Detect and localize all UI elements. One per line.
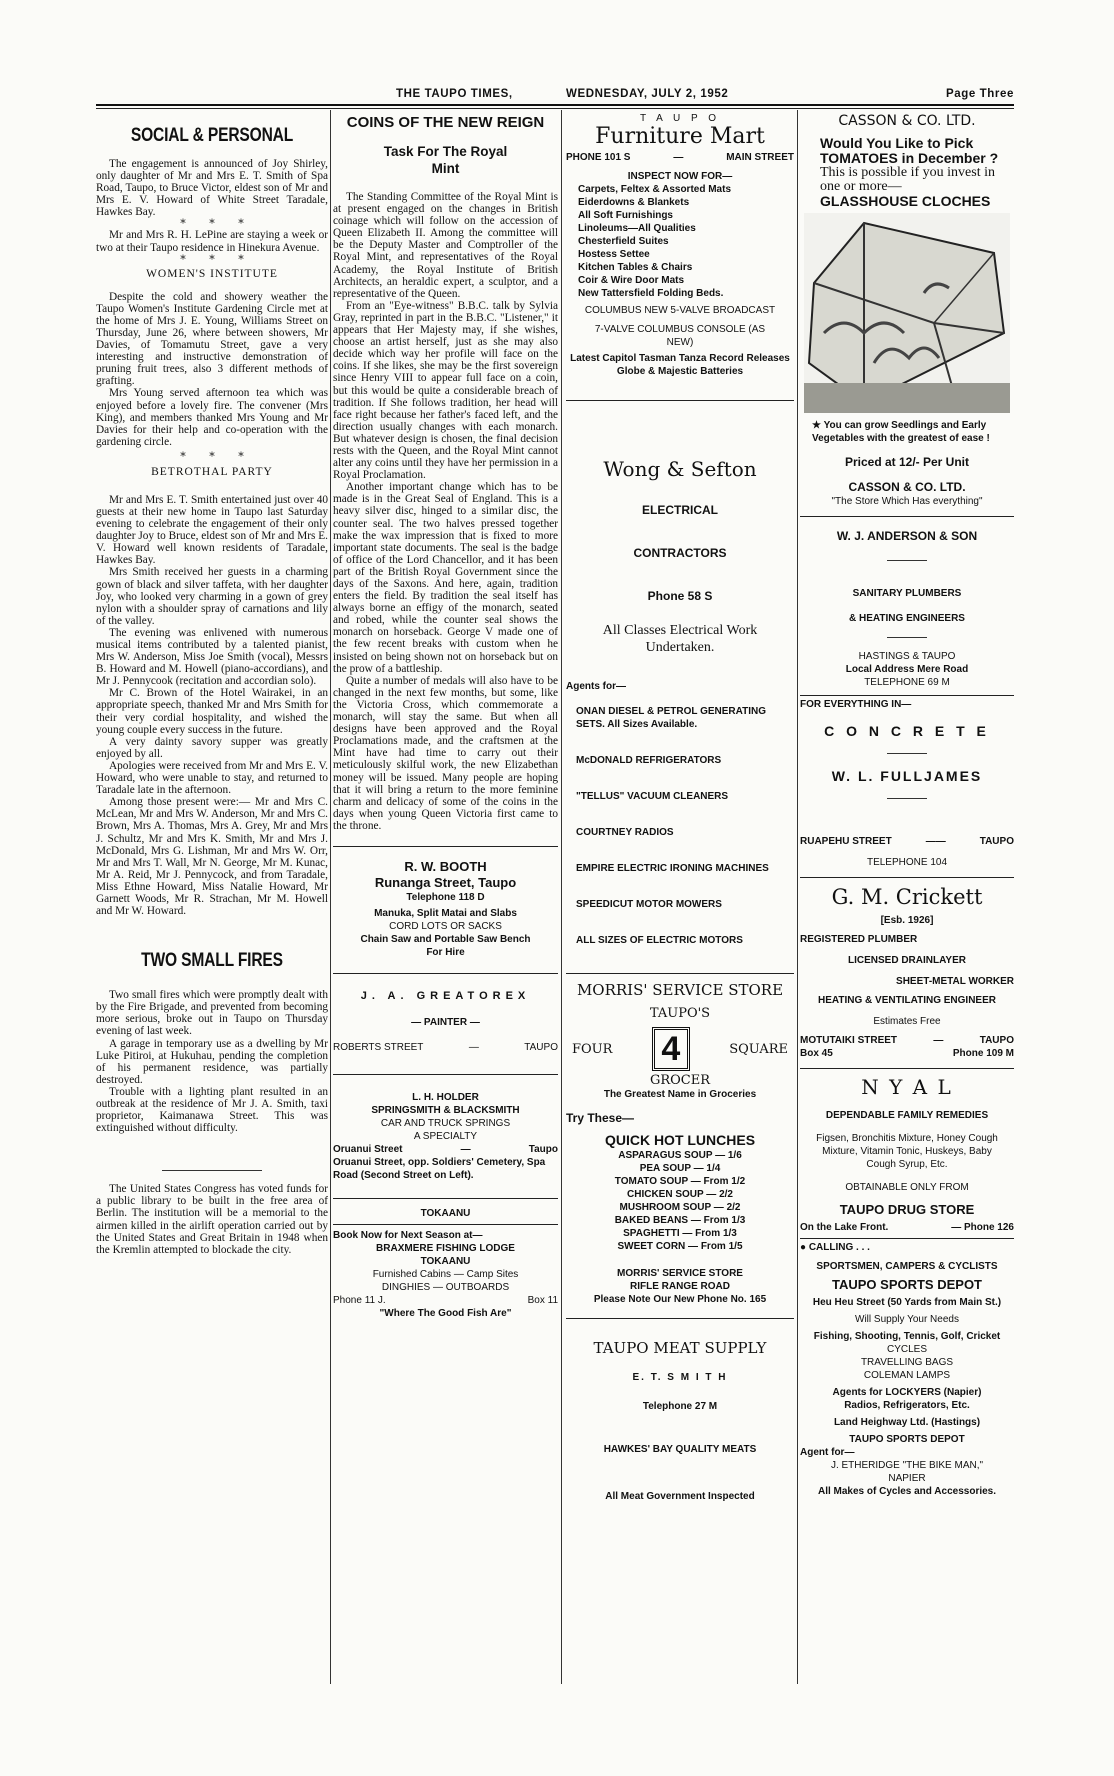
meat-supply-ad: TAUPO MEAT SUPPLY E. T. S M I T H Telephone 27 M HAWKES' BAY QUALITY MEATS All Meat Government Inspected [593,1339,767,1502]
furniture-item: Kitchen Tables & Chairs [578,262,693,273]
coins-title: COINS OF THE NEW REIGN [346,114,545,131]
furniture-item: All Soft Furnishings [578,210,673,221]
page-header [96,88,1014,104]
anderson-ad: W. J. ANDERSON & SON SANITARY PLUMBERS & HEATING ENGINEERS HASTINGS & TAUPO Local Address Mere Road TELEPHONE 69 M [836,529,978,688]
article-paragraph: Trouble with a lighting plant resulted in an outbreak at the residence of Mr J. A. Smith, taxi proprietor, Kaimanawa Street. This was extinguished without difficulty. [96,1085,328,1135]
soup-item [566,1162,794,1175]
sports-depot-ad: ● CALLING . . . SPORTSMEN, CAMPERS & CYCLISTS TAUPO SPORTS DEPOT Heu Heu Street (50 Yards from Main St.) Will Supply Your Needs Fishing, Shooting, Tennis, Golf, Cricket CYCLES TRAVELLING BAGS COLEMAN LAMPS Agents for LOCKYERS (Napier) Radios, Refrigerators, Etc. Land Heighway Ltd. (Hastings) TAUPO SPORTS DEPOT Agent for— J. ETHERIDGE "THE BIKE MAN," NAPIER All Makes of Cycles and Accessories. [800,1241,1014,1498]
article-paragraph: The United States Congress has voted funds for a public library to be built in the free area of Berlin. The institution will be a memorial to the airmen killed in the airlift operation carried out by the United States and Great Britain in 1948 when the Kremlin attempted to blockade the city. [96,1183,328,1256]
furniture-item: Coir & Wire Door Mats [578,275,685,286]
article-paragraph: From an "Eye-witness" B.B.C. talk by Sylvia Gray, reprinted in part in the B.B.C. "Listener," it appears that Her Majesty may, if she wishes, choose an artist herself, just as she may also decide which way her profile will face on the coins. If she likes, she may be the first sovereign since Henry VIII to appear full face on a coin, but this would be quite a considerable breach of tradition. If She follows tradition, her head will face right because her father's faced left, and the direction usually changes with each monarch. But whatever design is chosen, the final decision rests with the Queen, and the Royal Mint cannot alter any coins until they have her permission in a Royal Proclamation. [333,299,558,482]
page-number: Page Three [946,88,1014,100]
column-social [96,112,328,1687]
soup-name: TOMATO SOUP [614,1176,688,1187]
soup-item [566,1240,794,1253]
soup-price: — 1/6 [715,1150,742,1161]
nyal-ad: N Y A L DEPENDABLE FAMILY REMEDIES Figsen, Bronchitis Mixture, Honey Cough Mixture, Vitamin Tonic, Huskeys, Baby Cough Syrup, Etc. OBTAINABLE ONLY FROM TAUPO DRUG STORE On the Lake Front. — Phone 126 [800,1075,1014,1233]
soup-price: — From 1/3 [690,1215,746,1226]
article-paragraph: The evening was enlivened with numerous musical items contributed by a talented pianist, Mrs W. Anderson, Miss Joe Smith (vocal), Messrs B. Howard and M. Howell (piano-accordians), and Mr J. Pennycook (recitation and accordian solo). [96,626,328,688]
column-divider [330,110,331,1684]
article-paragraph: A very dainty savory supper was greatly enjoyed by all. [96,735,328,760]
soup-item [566,1149,794,1162]
agency-item: ONAN DIESEL & PETROL GENERATING SETS. All Sizes Available. [576,706,767,730]
booth-line: Chain Saw and Portable Saw Bench [360,933,531,945]
soup-price: — 2/2 [713,1202,741,1213]
booth-telephone: Telephone 118 D [406,891,485,903]
soup-price: — From 1/3 [682,1228,737,1239]
furniture-item: Eiderdowns & Blankets [578,197,690,208]
booth-line: CORD LOTS OR SACKS [389,920,502,932]
soup-price: — 1/4 [693,1163,721,1174]
furniture-item: Linoleums—All Qualities [578,223,696,234]
soup-item [566,1188,794,1201]
agency-item: COURTNEY RADIOS [576,827,674,838]
casson-price: Priced at 12/- Per Unit [844,455,970,469]
article-paragraph: Quite a number of medals will also have to be changed in the next few months, but some, like the Victoria Cross, which commemorate a monarch, will stay the same. But when all designs have been approved and the Royal Proclamations made, and the craftsmen at the Mint have had time to carry out their meticulously skilful work, the new Elizabethan money will be issued. Many people are hoping that it will bring a return to the more feminine charm and delicacy of some of the coins in the days when young Queen Victoria first came to the throne. [333,674,558,832]
article-paragraph: The engagement is announced of Joy Shirley, only daughter of Mr and Mrs E. T. Smith of Spa Road, Taupo, to Bruce Victor, eldest son of Mr and Mrs E. V. Howard of White Street Taradale, Hawkes Bay. [96,158,328,219]
furniture-item: New Tattersfield Folding Beds. [578,288,724,299]
soup-price: — From 1/5 [688,1241,743,1252]
casson-note: ★ You can grow Seedlings and Early Vegetables with the greatest of ease ! [812,420,990,444]
soup-name: BAKED BEANS [614,1215,689,1226]
booth-ad [333,853,558,967]
agency-item: ALL SIZES OF ELECTRIC MOTORS [576,935,743,946]
agency-item: EMPIRE ELECTRIC IRONING MACHINES [576,863,769,874]
booth-name: R. W. BOOTH [404,858,487,874]
calling-label: ● CALLING . . . [800,1242,870,1253]
greatorex-street: ROBERTS STREET [333,1041,424,1053]
article-paragraph: A garage in temporary use as a dwelling by Mr Luke Pitiroi, at Hukuhau, pending the completion of his permanent residence, was partially destroyed. [96,1037,328,1086]
furniture-item: Hostess Settee [578,249,650,260]
furniture-item: Chesterfield Suites [578,236,669,247]
greatorex-trade: — PAINTER — [411,1016,480,1028]
soup-name: SPAGHETTI [623,1228,680,1239]
agency-item: McDONALD REFRIGERATORS [576,755,722,766]
separator-stars: * * * [180,252,244,266]
greatorex-town: TAUPO [524,1041,558,1053]
women-institute-heading: WOMEN'S INSTITUTE [146,267,278,280]
article-paragraph: Two small fires which were promptly dealt with by the Fire Brigade, and prevented from becoming more serious, broke out in Taupo on Thursday evening of last week. [96,989,328,1038]
article-paragraph: Mr and Mrs R. H. LePine are staying a week or two at their Taupo residence in Hinekura Avenue. [96,229,328,254]
tokaanu-heading: TOKAANU [420,1207,471,1219]
column-ads-middle [566,112,794,1687]
furniture-items [566,183,794,300]
soup-name: SWEET CORN [617,1241,686,1252]
article-paragraph: Mrs Smith received her guests in a charming gown of black and silver taffeta, with her daughter Joy, who looked very charming in a gown of grey nylon with a shoulder spray of carnations and lily of the valley. [96,566,328,627]
soup-item [566,1214,794,1227]
fires-title: TWO SMALL FIRES [141,950,283,972]
tokaanu-ad: Book Now for Next Season at— BRAXMERE FISHING LODGE TOKAANU Furnished Cabins — Camp Sites DINGHIES — OUTBOARDS Phone 11 J. Box 11 "Where The Good Fish Are" [333,1229,558,1319]
soup-item [566,1175,794,1188]
greatorex-ad: J. A. GREATOREX — PAINTER — ROBERTS STREET — TAUPO [333,989,558,1053]
social-title: SOCIAL & PERSONAL [130,125,294,146]
short-rule [162,1170,262,1171]
holder-trade: SPRINGSMITH & BLACKSMITH [371,1104,520,1116]
betrothal-heading: BETROTHAL PARTY [151,465,273,478]
furniture-title: Furniture Mart [595,124,765,149]
header-rule [96,104,1014,106]
soup-item [566,1201,794,1214]
soup-price: — From 1/2 [690,1176,746,1187]
agency-item: "TELLUS" VACUUM CLEANERS [576,791,729,802]
holder-ad: L. H. HOLDER SPRINGSMITH & BLACKSMITH CAR AND TRUCK SPRINGS A SPECIALTY Oruanui Street — Taupo Oruanui Street, opp. Soldiers' Cemetery, Spa Road (Second Street on Left). [333,1091,558,1181]
soup-name: PEA SOUP [639,1163,691,1174]
soup-name: ASPARAGUS SOUP [618,1150,713,1161]
soup-name: CHICKEN SOUP [627,1189,704,1200]
article-paragraph: Despite the cold and showery weather the Taupo Women's Institute Gardening Circle met at the home of Mrs J. E. Young, Williams Street on Thursday, June 26, where between showers, Mr Davies, of Tomamutu Street, gave a very interesting and instructive demonstration of pruning fruit trees, also 3 different methods of grafting. [96,290,328,388]
furniture-mart-ad: T A U P O Furniture Mart PHONE 101 S — MAIN STREET INSPECT NOW FOR— Carpets, Feltex & Assorted Mats Eiderdowns & Blankets All Soft Furnishings Linoleums—All Qualities Chesterfield Suites Hostess Settee Kitchen Tables & Chairs Coir & Wire Door Mats New Tattersfield Folding Beds. COLUMBUS NEW 5-VALVE BROADCAST 7-VALVE COLUMBUS CONSOLE (AS NEW) Latest Capitol Tasman Tanza Record Releases Globe & Majestic Batteries [566,113,794,377]
coins-subtitle: Task For The Royal Mint [383,144,508,176]
article-paragraph: Another important change which has to be made is in the Great Seal of England. This is a heavy silver disc, hinged to a similar disc, the counter seal. The two halves pressed together make the wax impression that is fixed to more important state documents. The seal is the badge of office of the Lord Chancellor, and it has been part of the British Royal Government since the days of the Saxons. And here, again, tradition enters the field. By tradition the seal itself has always borne an effigy of the monarch, seated and robed, while the counter seal shows the monarch on horseback. George V made one of the few recent breaks with custom when he insisted on being shown not on horseback but on the prow of a battleship. [333,481,558,675]
soup-item [566,1227,794,1240]
article-paragraph: Among those present were:— Mr and Mrs C. McLean, Mr and Mrs W. Anderson, Mr and Mrs C. Brown, Mrs A. Thomas, Mrs A. Grey, Mr and Mrs J. Schultz, Mr and Mrs K. Smith, Mr and Mrs J. McDonald, Mrs G. Lishman, Mr and Mrs W. Orr, Mr and Mrs T. Wall, Mr N. George, Mr M. Kunac, Mr A. Reid, Mr J. Pennycock, and from Taradale, Miss Ethne Howard, Miss Natalie Howard, Mr Garnett Woods, Mr R. Strachan, Mr M. Howell and Mr W. Howard. [96,796,328,918]
wong-agency-list [566,705,794,947]
booth-line: For Hire [426,946,465,958]
four-square-logo: 4 [652,1027,690,1071]
issue-date: WEDNESDAY, JULY 2, 1952 [566,88,729,100]
article-paragraph: The Standing Committee of the Royal Mint is at present engaged on the changes in British coinage which will follow on the accession of Queen Elizabeth II. Among the committee will be the Deputy Master and Comptroller of the Royal Mint, and representatives of the Royal Academy, the Royal Institute of British Architects, an heraldic expert, a sculptor, and a representative of the Queen. [333,191,558,300]
booth-address: Runanga Street, Taupo [374,874,517,890]
separator-stars: * * * [180,217,244,231]
agency-item: SPEEDICUT MOTOR MOWERS [576,899,722,910]
glasshouse-cloche-illustration [804,213,1010,413]
casson-ad: CASSON & CO. LTD. Would You Like to Pick TOMATOES in December ? This is possible if you invest in one or more— GLASSHOUSE CLOCHES ★ You can grow Seedlings and Early Vegetables with the greatest of ease ! Priced at 12/- Per Unit CASSON & CO. LTD. "The Store Which Has everything" [800,112,1014,508]
wong-phone: Phone 58 S [647,589,713,603]
article-paragraph: Mr C. Brown of the Hotel Wairakei, in an appropriate speech, thanked Mr and Mrs Smith for their very cordial hospitality, and wished the young couple every success in the future. [96,687,328,736]
article-paragraph: Mrs Young served afternoon tea which was enjoyed before a lovely fire. The convener (Mrs King), and members thanked Mrs Young and Mr Davies for their help and co-operation with the gardening circle. [96,387,328,448]
wong-sefton-name: Wong & Sefton [603,457,757,481]
article-paragraph: Apologies were received from Mr and Mrs E. V. Howard, who were unable to stay, and returned to Taradale late in the afternoon. [96,759,328,797]
soup-price-list [566,1149,794,1253]
greatorex-name: J. A. GREATOREX [360,989,531,1002]
fulljames-ad: FOR EVERYTHING IN— C O N C R E T E W. L. FULLJAMES RUAPEHU STREET —— TAUPO TELEPHONE 104 [800,699,1014,868]
column-divider [561,110,562,1684]
soup-name: MUSHROOM SOUP [619,1202,712,1213]
column-divider [797,110,798,1684]
wong-sefton-ad: Wong & Sefton ELECTRICAL CONTRACTORS Phone 58 S All Classes Electrical Work Undertaken. Agents for— ONAN DIESEL & PETROL GENERATING SETS. All Sizes Available. McDONALD REFRIGERATORS "TELLUS" VACUUM CLEANERS COURTNEY RADIOS EMPIRE ELECTRIC IRONING MACHINES SPEEDICUT MOTOR MOWERS ALL SIZES OF ELECTRIC MOTORS [566,407,794,947]
furniture-item: Carpets, Feltex & Assorted Mats [578,184,732,195]
booth-line: Manuka, Split Matai and Slabs [374,907,517,919]
separator-stars: * * * [180,449,244,463]
paper-name: THE TAUPO TIMES, [396,88,513,100]
article-paragraph: Mr and Mrs E. T. Smith entertained just over 40 guests at their new home in Taupo last Saturday evening to celebrate the engagement of their only daughter Joy to Bruce, eldest son of Mr and Mrs E. V. Howard well known residents of Taradale, Hawkes Bay. [96,493,328,567]
holder-name: L. H. HOLDER [412,1091,479,1103]
soup-price: — 2/2 [706,1189,733,1200]
header-rule-thin [96,108,1014,109]
column-ads-right [800,112,1014,1687]
morris-store-ad: MORRIS' SERVICE STORE TAUPO'S FOUR 4 SQUARE GROCER The Greatest Name in Groceries Try These— QUICK HOT LUNCHES ASPARAGUS SOUP — 1/6 PEA SOUP — 1/4 TOMATO SOUP — From 1/2 CHICKEN SOUP — 2/2 MUSHROOM SOUP — 2/2 BAKED BEANS — From 1/3 SPAGHETTI — From 1/3 SWEET CORN — From 1/5 MORRIS' SERVICE STORE RIFLE RANGE ROAD Please Note Our New Phone No. 165 [566,980,794,1306]
crickett-ad: G. M. Crickett [Esb. 1926] REGISTERED PLUMBER LICENSED DRAINLAYER SHEET-METAL WORKER HEATING & VENTILATING ENGINEER Estimates Free MOTUTAIKI STREET — TAUPO Box 45 Phone 109 M [800,885,1014,1059]
column-coins [333,112,558,1687]
